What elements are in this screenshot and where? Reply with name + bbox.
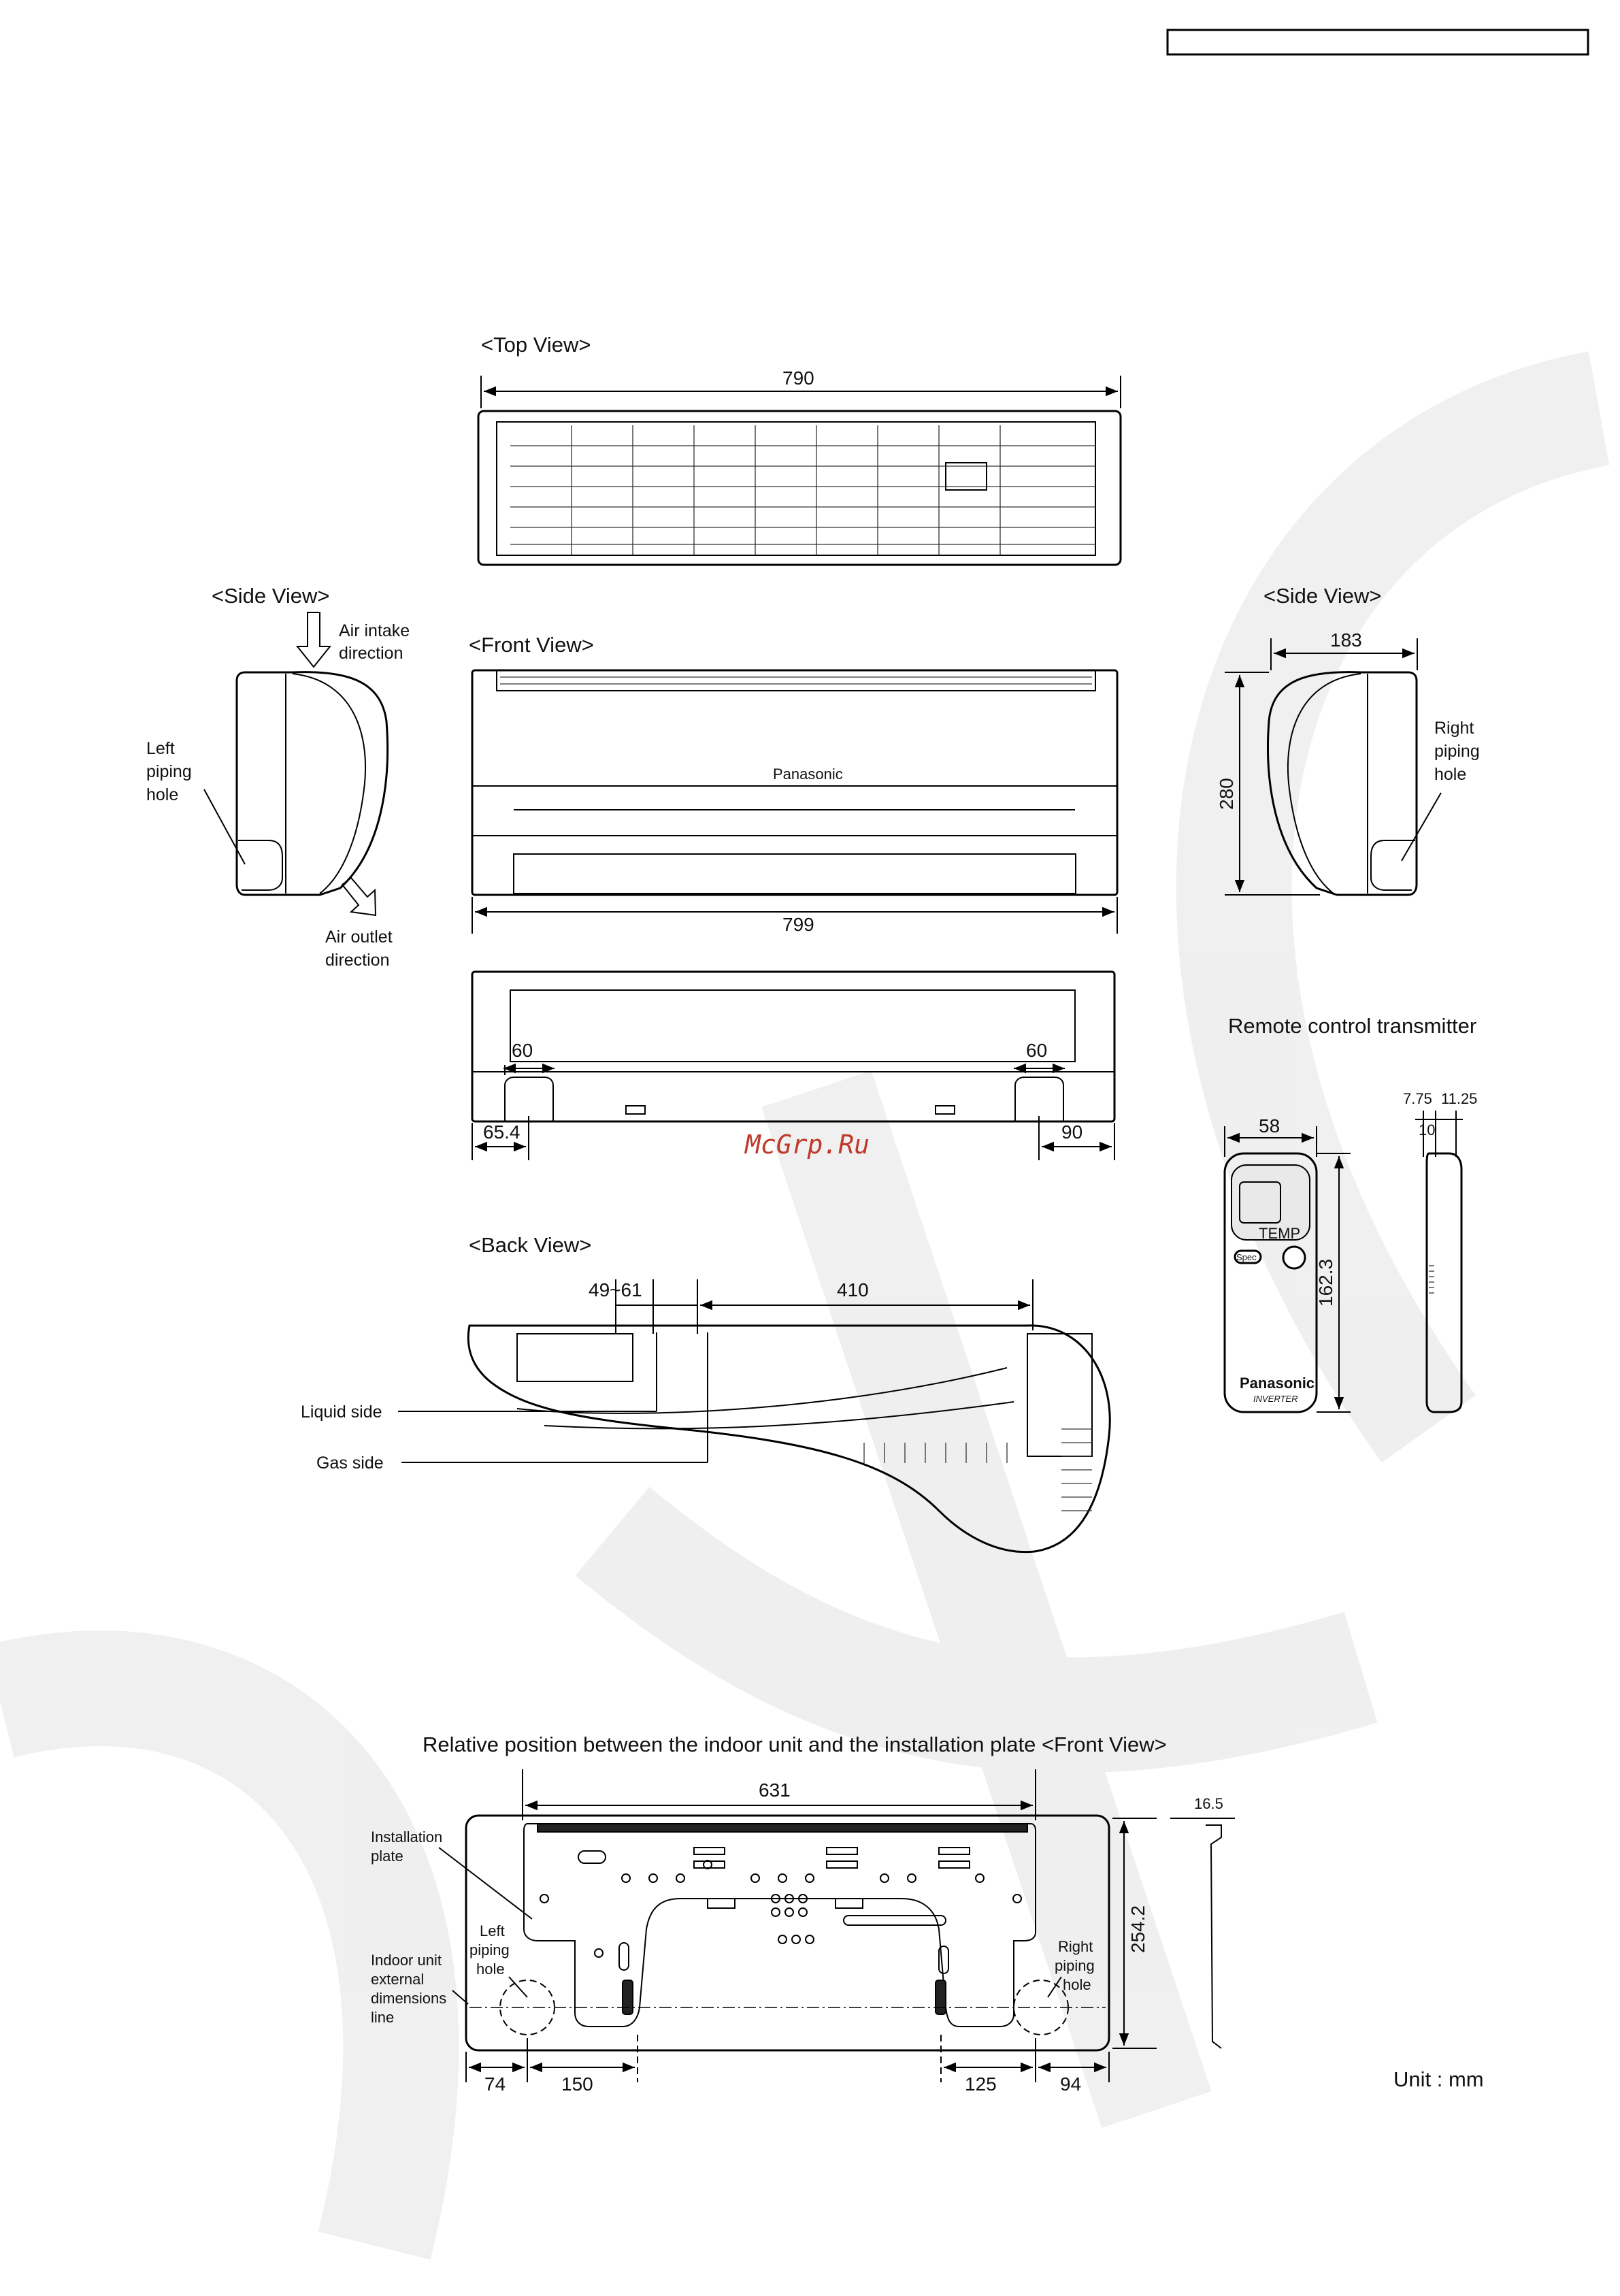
- left-piping-label-3: hole: [146, 785, 179, 804]
- top-view-box: [946, 463, 987, 490]
- plate-top-bar: [538, 1824, 1027, 1832]
- remote-title: Remote control transmitter: [1228, 1014, 1477, 1038]
- left-piping-label-1: Left: [146, 739, 175, 758]
- plate-leader: [439, 1848, 532, 1919]
- remote-width-dim: 58: [1259, 1115, 1280, 1136]
- bottom-left-60-dim: 60: [512, 1040, 533, 1061]
- back-block-2: [1027, 1334, 1092, 1456]
- unit-label: Unit : mm: [1393, 2067, 1484, 2091]
- dim-74: 74: [484, 2073, 506, 2095]
- remote-sub: INVERTER: [1253, 1394, 1298, 1404]
- top-view-inner: [497, 422, 1095, 555]
- dim-631: 631: [759, 1780, 791, 1801]
- remote-button-label: Spec: [1236, 1252, 1257, 1262]
- front-width-dim: 799: [782, 914, 814, 935]
- ext-dim-label-2: external: [371, 1971, 425, 1988]
- installation-title: Relative position between the indoor unit and the installation plate <Front View>: [423, 1733, 1167, 1756]
- top-view-body: [478, 411, 1121, 565]
- remote-t2-dim: 11.25: [1441, 1090, 1478, 1107]
- bottom-right-notch: [1015, 1077, 1063, 1121]
- remote-temp-label: TEMP: [1259, 1225, 1301, 1242]
- bottom-left-654-dim: 65.4: [483, 1121, 520, 1143]
- side-depth-dim: 183: [1330, 629, 1362, 651]
- right-piping-label-1: Right: [1434, 719, 1474, 738]
- air-intake-label-2: direction: [339, 644, 403, 663]
- plate-right-piping-label-1: Right: [1058, 1938, 1093, 1955]
- plate-clip-right: [936, 1980, 946, 2014]
- air-outlet-arrow-icon: [342, 878, 376, 915]
- plate-side-profile: [1206, 1825, 1221, 2048]
- ext-dim-label-4: line: [371, 2009, 395, 2026]
- remote-knob: [1283, 1247, 1305, 1268]
- dim-125: 125: [965, 2073, 997, 2095]
- plate-left-piping-label-1: Left: [480, 1922, 505, 1939]
- top-view: [478, 333, 1121, 565]
- front-outlet-louver: [514, 854, 1076, 893]
- front-top-grille: [500, 677, 1092, 684]
- bottom-slot-left: [626, 1106, 645, 1114]
- back-410-dim: 410: [837, 1279, 869, 1300]
- ext-dim-label-3: dimensions: [371, 1990, 447, 2007]
- remote-t1-dim: 7.75: [1403, 1090, 1432, 1107]
- air-outlet-label-1: Air outlet: [325, 928, 393, 947]
- side-left-piping: [238, 840, 282, 890]
- bottom-outlet: [510, 990, 1075, 1062]
- top-view-grille: [510, 425, 1095, 555]
- front-view: [469, 633, 1117, 935]
- air-outlet-label-2: direction: [325, 951, 390, 970]
- front-view-title: <Front View>: [469, 633, 594, 657]
- plate-right-piping-label-3: hole: [1063, 1976, 1091, 1993]
- back-vent: [1061, 1429, 1092, 1511]
- side-view-right-title: <Side View>: [1263, 584, 1382, 608]
- bottom-right-60-dim: 60: [1026, 1040, 1048, 1061]
- back-4961-dim: 49~61: [589, 1279, 642, 1300]
- top-width-dim: 790: [782, 367, 814, 389]
- side-view-left: [146, 584, 410, 970]
- dim-94: 94: [1060, 2073, 1082, 2095]
- front-brand-logo: Panasonic: [773, 766, 843, 783]
- back-view-title: <Back View>: [469, 1233, 592, 1257]
- side-view-left-title: <Side View>: [212, 584, 330, 608]
- remote-screen: [1240, 1182, 1280, 1223]
- plate-right-piping-label-2: piping: [1055, 1957, 1095, 1974]
- side-left-curve: [293, 674, 365, 893]
- left-piping-leader: [204, 789, 245, 864]
- gas-side-label: Gas side: [316, 1454, 384, 1473]
- ext-dim-label-1: Indoor unit: [371, 1952, 442, 1969]
- remote-height-dim: 162.3: [1315, 1258, 1336, 1307]
- installation-plate-label-1: Installation: [371, 1828, 443, 1846]
- back-block-1: [517, 1334, 633, 1381]
- dim-165: 16.5: [1194, 1795, 1223, 1812]
- remote-brand: Panasonic: [1240, 1375, 1315, 1392]
- right-piping-label-2: piping: [1434, 742, 1480, 761]
- header-box: [1168, 30, 1588, 54]
- air-intake-arrow-icon: [297, 612, 330, 667]
- plate-left-piping-label-3: hole: [476, 1961, 505, 1978]
- top-view-title: <Top View>: [481, 333, 591, 357]
- watermark: McGrp.Ru: [745, 1130, 870, 1160]
- bottom-slot-right: [936, 1106, 955, 1114]
- plate-holes: [540, 1848, 1021, 1973]
- liquid-side-label: Liquid side: [301, 1403, 382, 1422]
- right-piping-label-3: hole: [1434, 765, 1467, 784]
- remote-side-grip: [1429, 1266, 1434, 1293]
- right-piping-leader: [1402, 793, 1441, 861]
- left-piping-label-2: piping: [146, 762, 192, 781]
- front-view-body: [472, 670, 1117, 895]
- dim-2542: 254.2: [1127, 1905, 1148, 1953]
- plate-left-piping-label-2: piping: [469, 1941, 510, 1958]
- dim-150: 150: [561, 2073, 593, 2095]
- installation-plate-label-2: plate: [371, 1848, 403, 1865]
- plate-clip-left: [623, 1980, 633, 2014]
- bottom-left-notch: [505, 1077, 553, 1121]
- bottom-right-90-dim: 90: [1061, 1121, 1083, 1143]
- installation-plate-view: [371, 1733, 1484, 2095]
- remote-t3-dim: 10: [1419, 1121, 1436, 1138]
- side-height-dim: 280: [1216, 778, 1237, 810]
- air-intake-label-1: Air intake: [339, 621, 410, 640]
- front-top-band: [497, 670, 1095, 691]
